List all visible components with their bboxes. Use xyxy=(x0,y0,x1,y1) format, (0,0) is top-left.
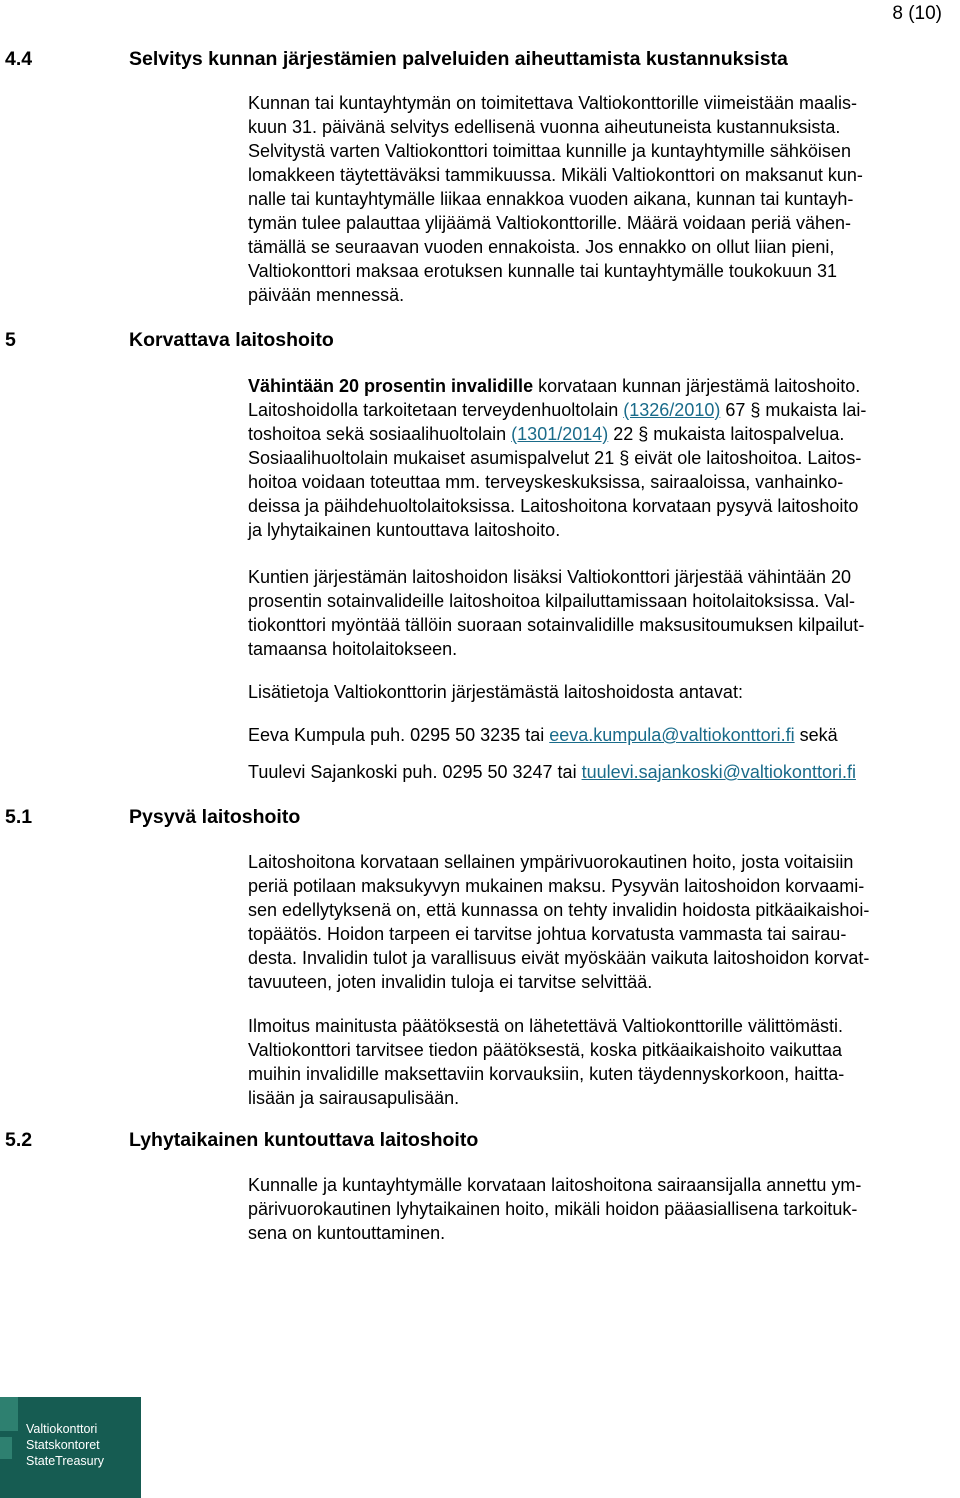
text-line: Valtiokonttori maksaa erotuksen kunnalle tai kuntayhtymälle toukokuun 31 xyxy=(248,261,838,281)
text-segment: Eeva Kumpula puh. 0295 50 3235 tai xyxy=(248,725,550,745)
paragraph-more-info xyxy=(248,680,948,704)
text-line: tamaansa hoitolaitokseen. xyxy=(248,639,458,659)
text-segment: toshoitoa sekä sosiaalihuoltolain xyxy=(248,424,512,444)
text-line xyxy=(248,422,948,446)
text-line: lisään ja sairausapulisään. xyxy=(248,1088,460,1108)
text-line: desta. Invalidin tulot ja varallisuus eivät myöskään vaikuta laitoshoidon korvat- xyxy=(248,948,870,968)
logo-text-fi: Valtiokonttori xyxy=(26,1422,98,1436)
heading-text: Pysyvä laitoshoito xyxy=(129,806,301,828)
text-line: hoitoa voidaan toteuttaa mm. terveyskeskuksissa, sairaaloissa, vanhainko- xyxy=(248,472,844,492)
text-line xyxy=(248,760,948,784)
text-segment: korvataan kunnan järjestämä laitoshoito. xyxy=(533,376,861,396)
text-line xyxy=(248,398,948,422)
text-line: deissa ja päihdehuoltolaitoksissa. Laitoshoitona korvataan pysyvä laitoshoito xyxy=(248,496,859,516)
text-line: muihin invalidille maksettaviin korvauksiin, kuten täydennyskorkoon, haitta- xyxy=(248,1064,845,1084)
text-line: tämällä se seuraavan vuoden ennakoista. Jos ennakko on ollut liian pieni, xyxy=(248,237,835,257)
text-line: ja lyhytaikainen kuntouttava laitoshoito. xyxy=(248,520,561,540)
text-segment: 67 § mukaista lai- xyxy=(720,400,867,420)
text-line: Valtiokonttori tarvitsee tiedon päätöksestä, koska pitkäaikaishoito vaikuttaa xyxy=(248,1040,842,1060)
paragraph-notification xyxy=(248,1014,948,1110)
logo-text-en: StateTreasury xyxy=(26,1454,105,1468)
text-line: lomakkeen täytettäväksi tammikuussa. Mikäli Valtiokonttori on maksanut kun- xyxy=(248,165,863,185)
paragraph-war-invalids xyxy=(248,565,948,661)
text-line: tiokonttori myöntää tällöin suoraan sotainvalidille maksusitoumuksen kilpailut- xyxy=(248,615,865,635)
heading-5-2 xyxy=(5,1129,905,1153)
text-line: Selvitystä varten Valtiokonttori toimittaa kunnille ja kuntayhtymille sähköisen xyxy=(248,141,851,161)
law-link-1326-2010[interactable]: (1326/2010) xyxy=(623,400,721,420)
text-line: nalle tai kuntayhtymälle liikaa ennakkoa vuoden aikana, kunnan tai kuntayh- xyxy=(248,189,854,209)
text-line: Laitoshoitona korvataan sellainen ympärivuorokautinen hoito, josta voitaisiin xyxy=(248,852,854,872)
email-link-kumpula[interactable]: eeva.kumpula@valtiokonttori.fi xyxy=(549,725,795,745)
text-segment: 22 § mukaista laitospalvelua. xyxy=(608,424,845,444)
heading-number: 5 xyxy=(5,329,16,351)
law-link-1301-2014[interactable]: (1301/2014) xyxy=(511,424,609,444)
text-segment: Tuulevi Sajankoski puh. 0295 50 3247 tai xyxy=(248,762,582,782)
logo-text-sv: Statskontoret xyxy=(26,1438,100,1452)
paragraph-report-deadline xyxy=(248,91,948,307)
text-line: topäätös. Hoidon tarpeen ei tarvitse johtua korvatusta vammasta tai sairau- xyxy=(248,924,847,944)
email-link-sajankoski[interactable]: tuulevi.sajankoski@valtiokonttori.fi xyxy=(581,762,856,782)
valtiokonttori-logo xyxy=(0,1397,141,1498)
text-line: sen edellytyksenä on, että kunnassa on tehty invalidin hoidosta pitkäaikaishoi- xyxy=(248,900,870,920)
text-line: tymän tulee palauttaa ylijäämä Valtiokonttorille. Määrä voidaan periä vähen- xyxy=(248,213,852,233)
text-line: päivään mennessä. xyxy=(248,285,405,305)
text-line xyxy=(248,374,948,398)
heading-text: Lyhytaikainen kuntouttava laitoshoito xyxy=(129,1129,479,1151)
heading-5-1 xyxy=(5,806,905,830)
heading-number: 5.2 xyxy=(5,1129,33,1151)
text-line: periä potilaan maksukyvyn mukainen maksu. Pysyvän laitoshoidon korvaami- xyxy=(248,876,865,896)
text-line: Kuntien järjestämän laitoshoidon lisäksi Valtiokonttori järjestää vähintään 20 xyxy=(248,567,852,587)
logo-stripe xyxy=(0,1397,18,1431)
text-line xyxy=(248,723,948,747)
text-line: Kunnan tai kuntayhtymän on toimitettava Valtiokonttorille viimeistään maalis- xyxy=(248,93,857,113)
heading-number: 5.1 xyxy=(5,806,33,828)
logo-stripe xyxy=(0,1437,12,1459)
text-line: prosentin sotainvalideille laitoshoitoa kilpailuttamissaan hoitolaitoksissa. Val- xyxy=(248,591,855,611)
text-line: Lisätietoja Valtiokonttorin järjestämästä laitoshoidosta antavat: xyxy=(248,682,743,702)
text-segment: Laitoshoidolla tarkoitetaan terveydenhuoltolain xyxy=(248,400,624,420)
text-line: Ilmoitus mainitusta päätöksestä on lähetettävä Valtiokonttorille välittömästi. xyxy=(248,1016,843,1036)
paragraph-short-term-care xyxy=(248,1173,948,1245)
text-line: kuun 31. päivänä selvitys edellisenä vuonna aiheutuneista kustannuksista. xyxy=(248,117,841,137)
paragraph-institutional-care xyxy=(248,374,948,542)
heading-5 xyxy=(5,329,905,353)
text-line: Kunnalle ja kuntayhtymälle korvataan laitoshoitona sairaansijalla annettu ym- xyxy=(248,1175,862,1195)
contact-line-2 xyxy=(248,760,948,784)
paragraph-permanent-care xyxy=(248,850,948,994)
contact-line-1 xyxy=(248,723,948,747)
bold-text: Vähintään 20 prosentin invalidille xyxy=(248,376,534,396)
text-line: Sosiaalihuoltolain mukaiset asumispalvelut 21 § eivät ole laitoshoitoa. Laitos- xyxy=(248,448,862,468)
text-line: pärivuorokautinen lyhytaikainen hoito, mikäli hoidon pääasiallisena tarkoituk- xyxy=(248,1199,858,1219)
heading-text: Selvitys kunnan järjestämien palveluiden aiheuttamista kustannuksista xyxy=(129,48,788,70)
heading-4-4 xyxy=(5,48,905,72)
heading-number: 4.4 xyxy=(5,48,33,70)
page-number: 8 (10) xyxy=(892,3,942,24)
text-segment: sekä xyxy=(794,725,838,745)
heading-text: Korvattava laitoshoito xyxy=(129,329,334,351)
text-line: sena on kuntouttaminen. xyxy=(248,1223,446,1243)
text-line: tavuuteen, joten invalidin tuloja ei tarvitse selvittää. xyxy=(248,972,653,992)
